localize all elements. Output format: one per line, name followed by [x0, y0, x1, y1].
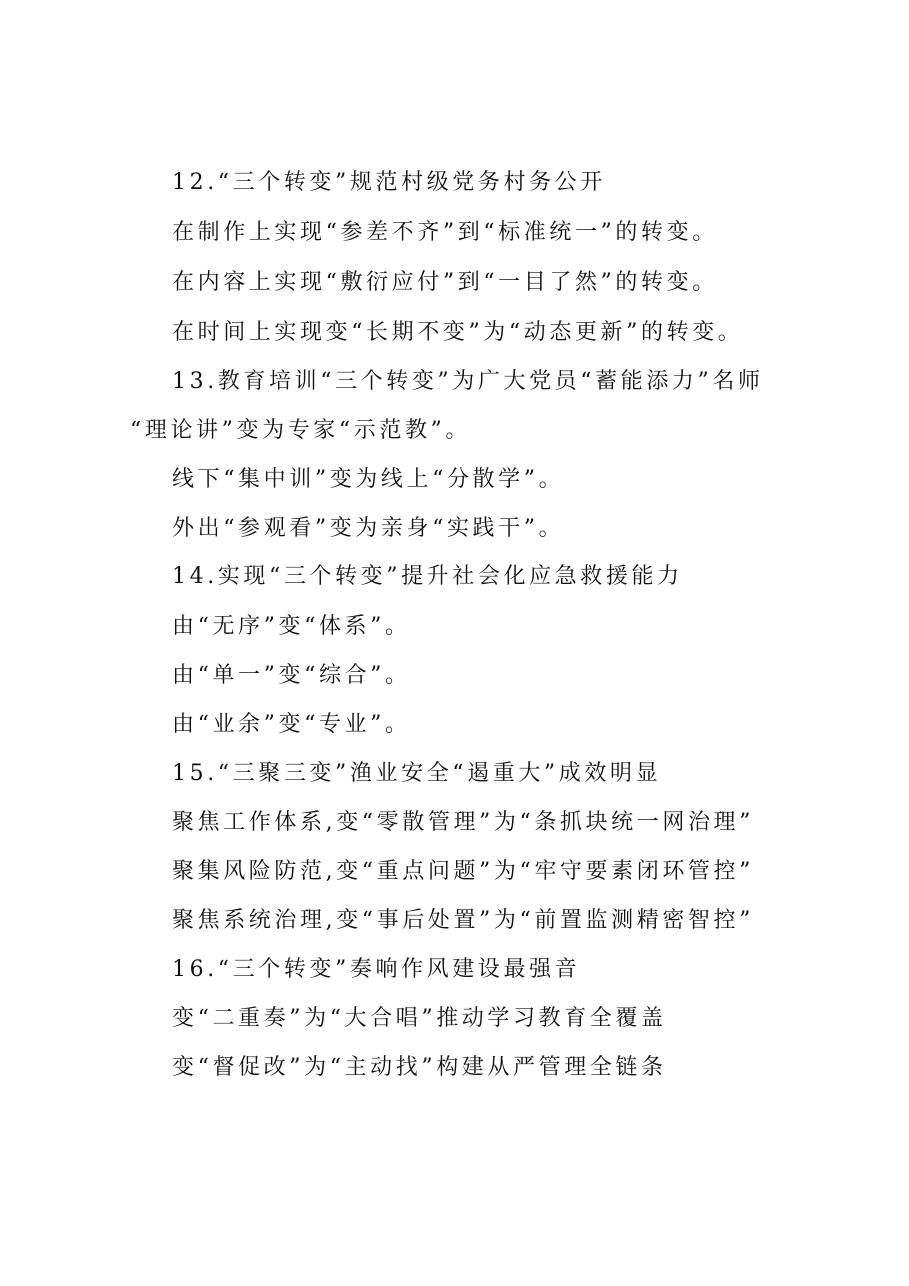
section-13-heading: 13.教育培训“三个转变”为广大党员“蓄能添力”名师	[172, 369, 764, 394]
section-12-heading: 12.“三个转变”规范村级党务村务公开	[172, 170, 606, 195]
paragraph-line: 在内容上实现“敷衍应付”到“一目了然”的转变。	[172, 270, 718, 295]
section-16-heading: 16.“三个转变”奏响作风建设最强音	[172, 957, 581, 982]
section-15-heading: 15.“三聚三变”渔业安全“遏重大”成效明显	[172, 761, 662, 786]
paragraph-line: 变“督促改”为“主动找”构建从严管理全链条	[172, 1055, 667, 1080]
paragraph-line: 在时间上实现变“长期不变”为“动态更新”的转变。	[172, 320, 744, 345]
paragraph-line: 由“业余”变“专业”。	[172, 712, 411, 737]
paragraph-line: 外出“参观看”变为亲身“实践干”。	[172, 516, 565, 541]
paragraph-line: “理论讲”变为专家“示范教”。	[130, 418, 471, 443]
section-14-heading: 14.实现“三个转变”提升社会化应急救援能力	[172, 564, 683, 589]
paragraph-line: 由“单一”变“综合”。	[172, 663, 411, 688]
paragraph-line: 聚焦系统治理,变“事后处置”为“前置监测精密智控”	[172, 908, 754, 933]
paragraph-line: 变“二重奏”为“大合唱”推动学习教育全覆盖	[172, 1006, 667, 1031]
paragraph-line: 聚集风险防范,变“重点问题”为“牢守要素闭环管控”	[172, 859, 754, 884]
paragraph-line: 在制作上实现“参差不齐”到“标准统一”的转变。	[172, 220, 718, 245]
paragraph-line: 线下“集中训”变为线上“分散学”。	[172, 467, 565, 492]
paragraph-line: 聚焦工作体系,变“零散管理”为“条抓块统一网治理”	[172, 810, 754, 835]
paragraph-line: 由“无序”变“体系”。	[172, 614, 411, 639]
